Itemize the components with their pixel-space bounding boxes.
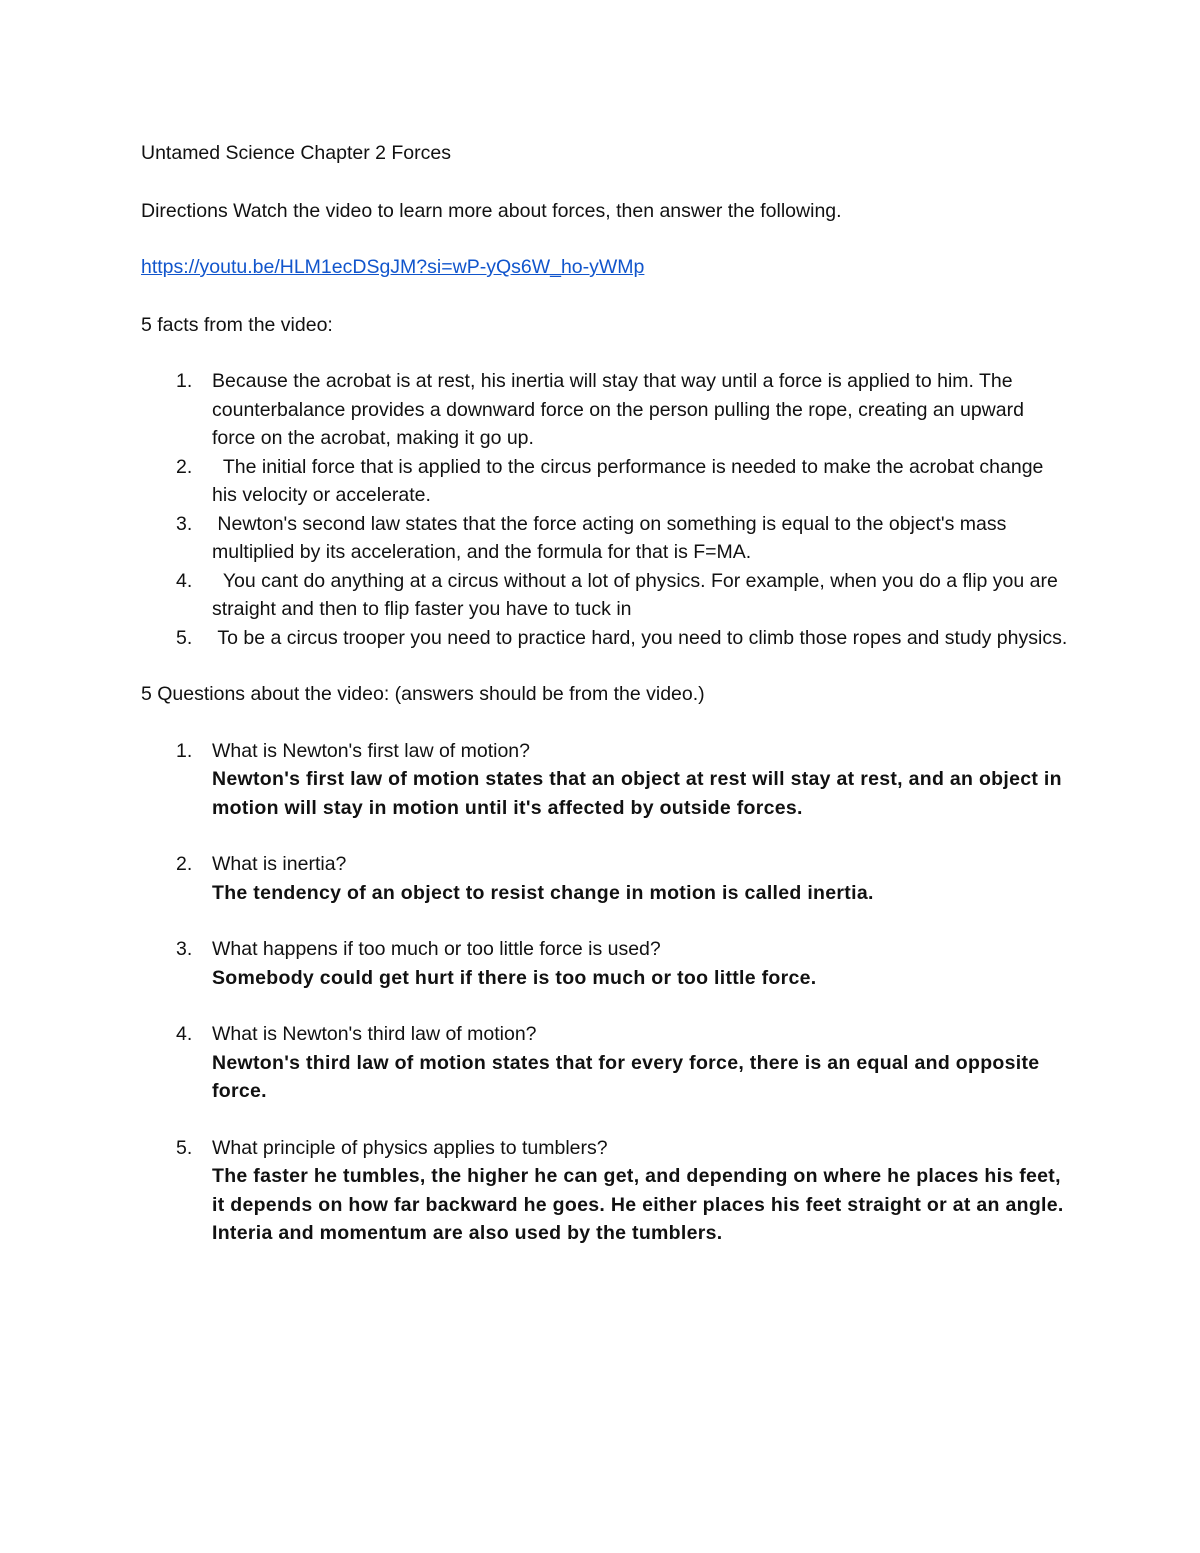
question-number: 4.	[176, 1023, 193, 1045]
fact-item	[141, 510, 1071, 567]
fact-item	[141, 367, 1071, 453]
question-number: 2.	[176, 853, 193, 875]
fact-item	[141, 453, 1071, 510]
directions-text: Directions Watch the video to learn more about forces, then answer the following.	[141, 199, 842, 222]
question-number: 1.	[176, 739, 193, 762]
video-link[interactable]: https://youtu.be/HLM1ecDSgJM?si=wP-yQs6W_ho-yWMp	[141, 256, 645, 278]
answer-text: Somebody could get hurt if there is too much or too little force.	[212, 966, 817, 989]
question-text: What is inertia?	[212, 853, 347, 875]
fact-item	[141, 624, 1071, 653]
fact-number: 5.	[176, 626, 193, 649]
document-page	[141, 139, 1071, 1276]
question-text: What principle of physics applies to tumblers?	[212, 1136, 608, 1159]
question-number: 3.	[176, 938, 193, 960]
video-link-line	[141, 253, 1071, 282]
fact-text: Because the acrobat is at rest, his inertia will stay that way until a force is applied to him. The counterbalance provides a downward force on the person pulling the rope, creating an upward force on the acrobat, making it go up.	[212, 370, 1030, 449]
question-text: What is Newton's first law of motion?	[212, 739, 530, 762]
fact-number: 2.	[176, 455, 193, 478]
question-item	[141, 1134, 1071, 1248]
facts-list	[141, 367, 1071, 652]
fact-text: The initial force that is applied to the circus performance is needed to make the acrobat change his velocity or accelerate.	[212, 455, 1049, 506]
fact-text: You cant do anything at a circus without a lot of physics. For example, when you do a flip you are straight and then to flip faster you have to tuck in	[212, 569, 1064, 620]
facts-heading: 5 facts from the video:	[141, 313, 333, 336]
question-item	[141, 935, 1071, 992]
answer-text: The tendency of an object to resist change in motion is called inertia.	[212, 881, 874, 904]
fact-text: Newton's second law states that the force acting on something is equal to the object's mass multiplied by its acceleration, and the formula for that is F=MA.	[212, 512, 1012, 563]
question-item	[141, 737, 1071, 823]
answer-text: The faster he tumbles, the higher he can get, and depending on where he places his feet, it depends on how far backward he goes. He either places his feet straight or at an angle. Interia and momentum are also used by the tumblers.	[212, 1165, 1064, 1244]
document-title: Untamed Science Chapter 2 Forces	[141, 142, 451, 164]
fact-item	[141, 567, 1071, 624]
answer-text: Newton's first law of motion states that an object at rest will stay at rest, and an object in motion will stay in motion until it's affected by outside forces.	[212, 768, 1062, 819]
answer-text: Newton's third law of motion states that for every force, there is an equal and opposite force.	[212, 1051, 1040, 1102]
question-item	[141, 850, 1071, 907]
questions-heading: 5 Questions about the video: (answers should be from the video.)	[141, 683, 705, 705]
fact-number: 4.	[176, 569, 193, 592]
question-number: 5.	[176, 1136, 193, 1159]
question-text: What happens if too much or too little force is used?	[212, 938, 661, 960]
questions-list	[141, 737, 1071, 1248]
fact-text: To be a circus trooper you need to practice hard, you need to climb those ropes and study physics.	[212, 626, 1068, 649]
question-item	[141, 1020, 1071, 1106]
fact-number: 1.	[176, 370, 193, 392]
fact-number: 3.	[176, 512, 193, 535]
question-text: What is Newton's third law of motion?	[212, 1023, 537, 1045]
